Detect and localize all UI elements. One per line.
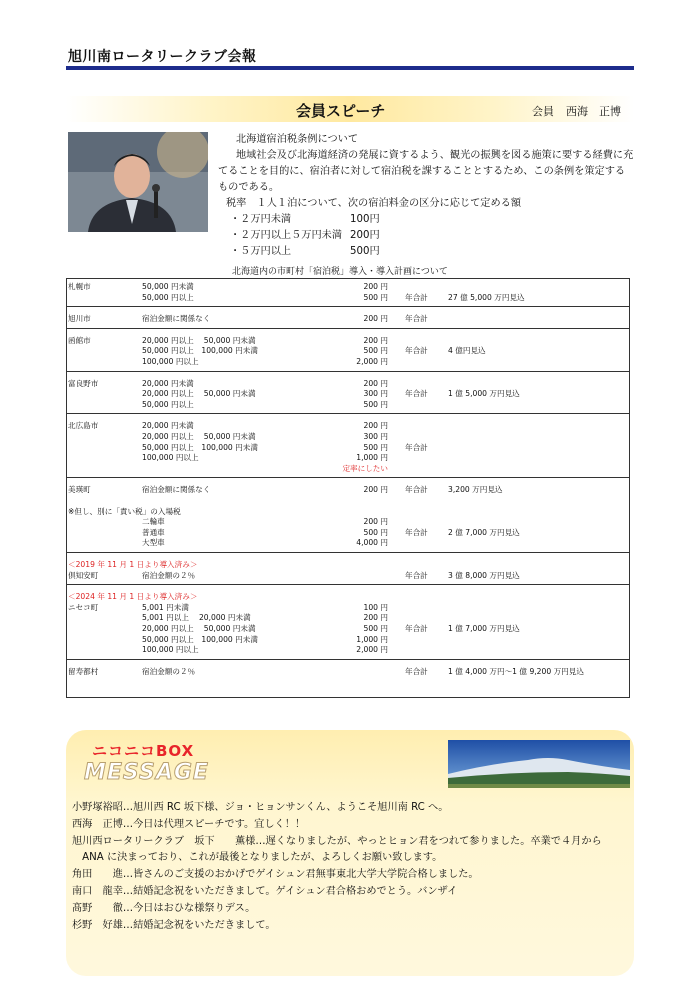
annual-total-label: 年合計 — [405, 666, 428, 676]
message-line: 西海 正博…今日は代理スピーチです。宜しく！！ — [72, 818, 306, 830]
annual-total-label: 年合計 — [405, 346, 428, 356]
tax-amount: 500 円 — [363, 399, 388, 409]
rate-condition: 大型車 — [142, 538, 165, 548]
annual-total-label: 年合計 — [405, 442, 428, 452]
rate-condition: ※但し、別に「責い税」の入場税 — [68, 506, 181, 516]
municipality-name: ニセコ町 — [68, 602, 99, 612]
speech-paragraph-line: 地域社会及び北海道経済の発展に資するよう、観光の振興を図る施策に要する経費に充 — [236, 150, 634, 161]
tax-amount: 200 円 — [363, 314, 388, 324]
tax-amount: 2,000 円 — [356, 645, 388, 655]
table-row-divider — [66, 584, 630, 585]
municipality-name: 北広島市 — [68, 421, 99, 431]
import-status-heading: ＜2019 年 11 月 1 日より導入済み＞ — [68, 560, 198, 569]
tax-amount: 1,000 円 — [356, 634, 388, 644]
annual-total-label: 年合計 — [405, 485, 428, 495]
municipality-name: 留寿都村 — [68, 666, 99, 676]
rate-condition: 50,000 円以上 — [142, 292, 194, 302]
rate-condition: 宿泊金額に関係なく — [142, 485, 211, 495]
annual-total-label: 年合計 — [405, 527, 428, 537]
rate-condition: 20,000 円以上 50,000 円未満 — [142, 432, 256, 441]
tax-amount: 1,000 円 — [356, 453, 388, 463]
table-row-divider — [66, 306, 630, 307]
message-line: 小野塚裕昭…旭川西 RC 坂下様、ジョ・ヒョンサンくん、ようこそ旭川南 RC へ。 — [72, 802, 449, 813]
table-row-divider — [66, 328, 630, 329]
annual-total-value: 1 億 4,000 万円～1 億 9,200 万円見込 — [448, 666, 584, 676]
tax-amount: 100 円 — [363, 602, 388, 612]
rate-condition: 宿泊金額の２％ — [142, 570, 196, 580]
annual-total-value: 1 億 5,000 万円見込 — [448, 389, 520, 399]
mountain-photo — [448, 740, 630, 788]
speaker-photo — [68, 132, 208, 232]
annual-total-value: 3 億 8,000 万円見込 — [448, 570, 520, 580]
speaker-role: 会員 — [532, 105, 554, 118]
tax-amount: 200 円 — [363, 335, 388, 345]
tax-amount: 300 円 — [363, 389, 388, 399]
rate-condition: 5,001 円以上 20,000 円未満 — [142, 613, 251, 623]
rate-condition: 普通車 — [142, 527, 165, 537]
table-row-divider — [66, 659, 630, 660]
rate-condition: 20,000 円未満 — [142, 421, 194, 431]
speech-heading: 北海道宿泊税条例について — [236, 134, 359, 145]
tax-amount: 200 円 — [363, 378, 388, 388]
annual-total-label: 年合計 — [405, 570, 428, 580]
rate-condition: 二輪車 — [142, 517, 165, 527]
rate-condition: 宿泊金額の２％ — [142, 666, 196, 676]
niconico-box-logo: ニコニコBOX — [92, 742, 195, 760]
speech-paragraph-line: てることを目的に、宿泊者に対して宿泊税を課することとするため、この条例を策定する — [218, 166, 626, 177]
tax-amount: 500 円 — [363, 442, 388, 452]
rate-amount: 500円 — [350, 246, 380, 257]
message-line: ANA に決まっており、これが最後となりましたが、よろしくお願い致します。 — [72, 852, 443, 864]
import-status-heading: ＜2024 年 11 月 1 日より導入済み＞ — [68, 592, 198, 602]
header-divider — [66, 66, 634, 70]
message-line: 南口 龍幸…結婚記念祝をいただきまして。ゲイシュン君合格おめでとう。バンザイ — [72, 886, 458, 897]
municipality-name: 倶知安町 — [68, 570, 99, 580]
annual-total-value: 3,200 万円見込 — [448, 485, 503, 495]
table-caption: 北海道内の市町村「宿泊税」導入・導入計画について — [232, 267, 448, 277]
annual-total-value: 4 億円見込 — [448, 346, 486, 356]
rate-amount: 200円 — [350, 230, 380, 241]
rate-amount: 100円 — [350, 214, 380, 225]
annual-total-label: 年合計 — [405, 292, 428, 302]
rate-note: 定率にしたい — [342, 463, 388, 473]
tax-amount: 200 円 — [363, 282, 388, 291]
municipality-name: 札幌市 — [68, 282, 91, 291]
speech-paragraph-line: ものである。 — [218, 182, 280, 193]
rate-condition: 50,000 円以上 100,000 円未満 — [142, 442, 258, 452]
message-line: 旭川西ロータリークラブ 坂下 薫様…遅くなりましたが、やっとヒョン君をつれて参りました。卒業で４月から — [72, 835, 602, 847]
municipality-name: 旭川市 — [68, 314, 91, 324]
rate-label: ・５万円以上 — [230, 246, 292, 257]
speaker-name: 西海 正博 — [566, 105, 621, 118]
rate-condition: 50,000 円以上 100,000 円未満 — [142, 634, 258, 644]
rate-condition: 50,000 円以上 — [142, 399, 194, 409]
rate-condition: 5,001 円未満 — [142, 602, 189, 612]
tax-amount: 200 円 — [363, 421, 388, 431]
rate-condition: 50,000 円以上 100,000 円未満 — [142, 346, 258, 356]
rate-label: ・２万円以上５万円未満 — [230, 230, 343, 241]
message-line: 髙野 徹…今日はおひな様祭りデス。 — [72, 902, 256, 914]
tax-amount: 500 円 — [363, 624, 388, 633]
message-line: 角田 進…皆さんのご支援のおかげでゲイシュン君無事東北大学大学院合格しました。 — [72, 869, 479, 881]
rate-condition: 20,000 円以上 50,000 円未満 — [142, 335, 256, 345]
tax-amount: 500 円 — [363, 346, 388, 356]
tax-amount: 2,000 円 — [356, 357, 388, 366]
annual-total-label: 年合計 — [405, 389, 428, 399]
message-logo-word: MESSAGE — [84, 760, 209, 785]
rate-condition: 50,000 円未満 — [142, 282, 194, 291]
rate-condition: 20,000 円以上 50,000 円未満 — [142, 389, 256, 399]
rate-condition: 100,000 円以上 — [142, 357, 199, 366]
municipality-name: 函館市 — [68, 335, 91, 345]
tax-amount: 200 円 — [363, 485, 388, 495]
message-line: 杉野 好雄…結婚記念祝をいただきまして。 — [72, 919, 276, 931]
tax-amount: 300 円 — [363, 432, 388, 441]
tax-amount: 4,000 円 — [356, 538, 388, 548]
table-row-divider — [66, 371, 630, 372]
speech-title: 会員スピーチ — [296, 102, 386, 120]
rate-condition: 20,000 円未満 — [142, 378, 194, 388]
tax-amount: 200 円 — [363, 517, 388, 527]
rate-condition: 20,000 円以上 50,000 円未満 — [142, 624, 256, 633]
annual-total-value: 27 億 5,000 万円見込 — [448, 292, 525, 302]
rate-condition: 100,000 円以上 — [142, 453, 199, 463]
tax-amount: 500 円 — [363, 292, 388, 302]
annual-total-label: 年合計 — [405, 314, 428, 324]
annual-total-label: 年合計 — [405, 624, 428, 633]
rate-label: ・２万円未満 — [230, 214, 292, 225]
table-row-divider — [66, 552, 630, 553]
tax-amount: 200 円 — [363, 613, 388, 623]
table-row-divider — [66, 413, 630, 414]
rate-condition: 宿泊金額に関係なく — [142, 314, 211, 324]
municipality-name: 美瑛町 — [68, 485, 91, 495]
newsletter-title: 旭川南ロータリークラブ会報 — [68, 49, 257, 65]
rate-condition: 100,000 円以上 — [142, 645, 199, 655]
annual-total-value: 1 億 7,000 万円見込 — [448, 624, 520, 633]
table-row-divider — [66, 477, 630, 478]
annual-total-value: 2 億 7,000 万円見込 — [448, 527, 520, 537]
tax-rate-intro: 税率 １人１泊について、次の宿泊料金の区分に応じて定める額 — [226, 198, 522, 209]
municipality-name: 富良野市 — [68, 378, 99, 388]
tax-amount: 500 円 — [363, 527, 388, 537]
